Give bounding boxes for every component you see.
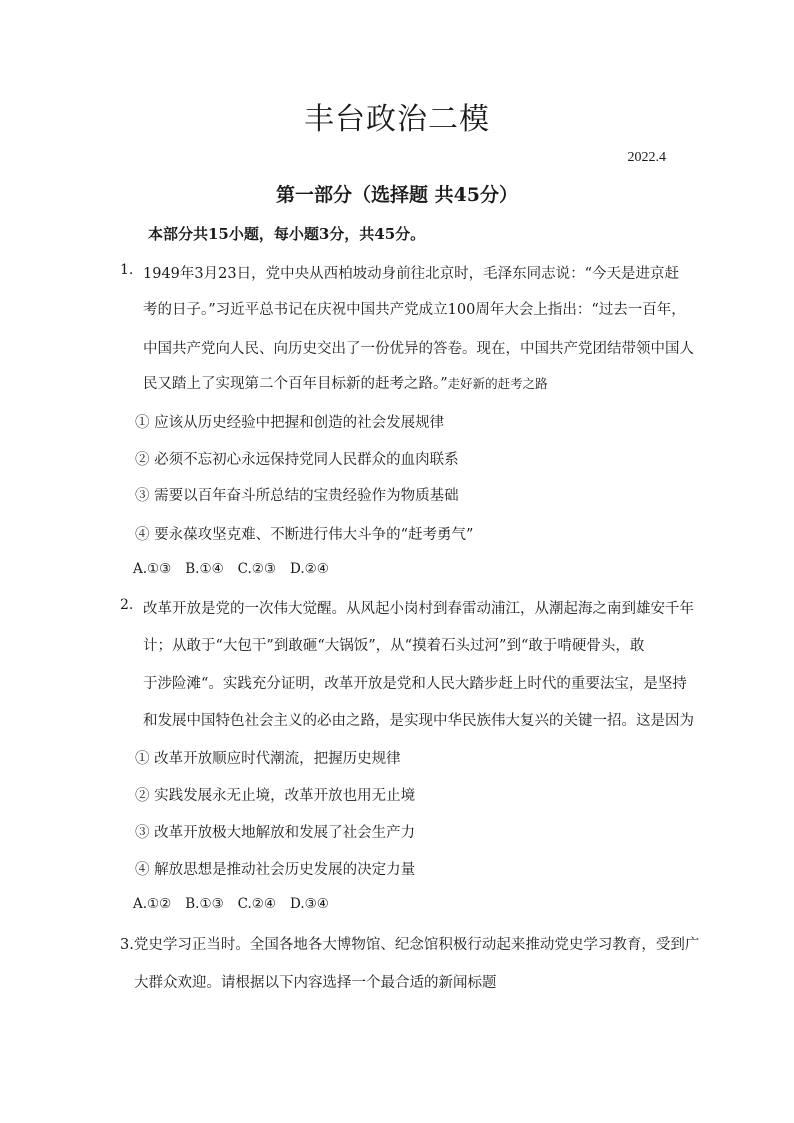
question-number: 2. bbox=[120, 597, 134, 613]
question-text-line: 于涉险滩“。实践充分证明，改革开放是党和人民大踏步赶上时代的重要法宝，是坚持 bbox=[143, 676, 687, 692]
question-text-line bbox=[143, 372, 548, 393]
question-text-segment: 民又踏上了实现第二个百年目标新的赶考之路。” bbox=[143, 376, 448, 392]
section-intro: 本部分共15小题，每小题3分，共45分。 bbox=[148, 225, 426, 243]
answer-choice-a: A.①② bbox=[133, 896, 172, 912]
question-text-line: 大群众欢迎。请根据以下内容选择一个最合适的新闻标题 bbox=[134, 975, 497, 991]
answer-choice-d: D.③④ bbox=[290, 896, 329, 912]
option-2: ② 实践发展永无止境，改革开放也用无止境 bbox=[135, 788, 416, 804]
answer-choices bbox=[133, 561, 343, 577]
option-2: ② 必须不忘初心永远保持党同人民群众的血肉联系 bbox=[135, 452, 459, 468]
section-heading: 第一部分（选择题 共45分） bbox=[275, 184, 519, 206]
answer-choice-c: C.②④ bbox=[237, 896, 277, 912]
option-4: ④ 解放思想是推动社会历史发展的决定力量 bbox=[135, 862, 416, 878]
answer-choice-b: B.①③ bbox=[185, 896, 224, 912]
option-3: ③ 需要以百年奋斗所总结的宝贵经验作为物质基础 bbox=[135, 488, 459, 504]
answer-choice-a: A.①③ bbox=[133, 561, 172, 577]
option-1: ① 改革开放顺应时代潮流，把握历史规律 bbox=[135, 751, 401, 767]
document-title: 丰台政治二模 bbox=[304, 102, 490, 137]
answer-choice-c: C.②③ bbox=[237, 561, 277, 577]
option-1: ① 应该从历史经验中把握和创造的社会发展规律 bbox=[135, 415, 445, 431]
answer-choice-b: B.①④ bbox=[185, 561, 224, 577]
option-3: ③ 改革开放极大地解放和发展了社会生产力 bbox=[135, 825, 416, 841]
question-text-line: 考的日子。”习近平总书记在庆祝中国共产党成立100周年大会上指出：“过去一百年， bbox=[143, 302, 686, 318]
answer-choice-d: D.②④ bbox=[290, 561, 329, 577]
exam-date: 2022.4 bbox=[627, 150, 666, 165]
question-text-line: 3.党史学习正当时。全国各地各大博物馆、纪念馆积极行动起来推动党史学习教育，受到广 bbox=[120, 937, 700, 953]
question-text-line: 计；从敢于“大包干”到敢砸“大锅饭”，从“摸着石头过河”到“敢于啃硬骨头，敢 bbox=[143, 638, 645, 654]
option-4: ④ 要永葆攻坚克难、不断进行伟大斗争的“赶考勇气” bbox=[135, 527, 474, 543]
question-number: 1. bbox=[120, 262, 134, 278]
question-prompt: 走好新的赶考之路 bbox=[447, 376, 548, 391]
question-text-line: 改革开放是党的一次伟大觉醒。从风起小岗村到春雷动浦江，从潮起海之南到雄安千年 bbox=[143, 601, 694, 617]
question-text-line: 1949年3月23日，党中央从西柏坡动身前往北京时，毛泽东同志说：“今天是进京赶 bbox=[143, 266, 679, 282]
question-text-line: 中国共产党向人民、向历史交出了一份优异的答卷。现在，中国共产党团结带领中国人 bbox=[143, 341, 694, 357]
question-text-line: 和发展中国特色社会主义的必由之路，是实现中华民族伟大复兴的关键一招。这是因为 bbox=[143, 713, 694, 729]
answer-choices bbox=[133, 896, 343, 912]
